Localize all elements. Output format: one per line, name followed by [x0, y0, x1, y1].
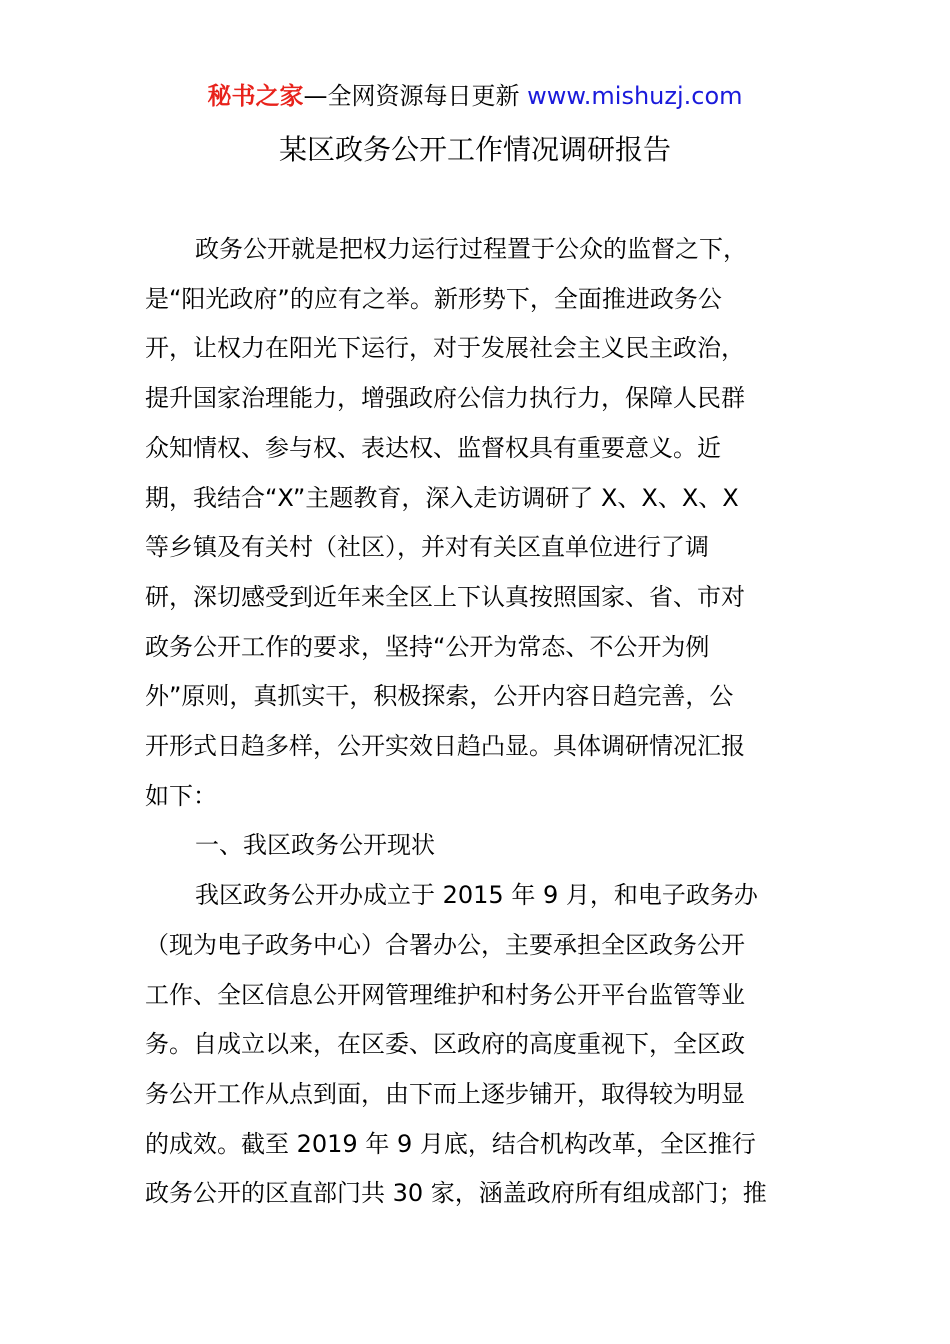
document-title: 某区政务公开工作情况调研报告	[278, 133, 671, 166]
paragraph-line: 等乡镇及有关村（社区），并对有关区直单位进行了调	[145, 533, 709, 562]
paragraph-line: 开，让权力在阳光下运行，对于发展社会主义民主政治，	[145, 334, 745, 363]
paragraph-line: 工作、全区信息公开网管理维护和村务公开平台监管等业	[145, 980, 745, 1009]
paragraph-line: 务公开工作从点到面，由下而上逐步铺开，取得较为明显	[145, 1079, 745, 1108]
site-url-link[interactable]: www.mishuzj.com	[527, 82, 743, 110]
site-tagline: —全网资源每日更新	[303, 82, 520, 110]
paragraph-line: 是“阳光政府”的应有之举。新形势下，全面推进政务公	[145, 284, 722, 313]
paragraph-line: 研，深切感受到近年来全区上下认真按照国家、省、市对	[145, 582, 745, 611]
paragraph-line: 的成效。截至 2019 年 9 月底，结合机构改革，全区推行	[145, 1129, 756, 1158]
paragraph-line: 开形式日趋多样，公开实效日趋凸显。具体调研情况汇报	[145, 732, 745, 761]
paragraph-line: 政务公开就是把权力运行过程置于公众的监督之下，	[195, 235, 747, 263]
paragraph-line: 提升国家治理能力，增强政府公信力执行力，保障人民群	[145, 384, 745, 413]
paragraph-line: 务。自成立以来，在区委、区政府的高度重视下，全区政	[145, 1030, 745, 1059]
paragraph-line: 外”原则，真抓实干，积极探索，公开内容日趋完善，公	[145, 682, 734, 711]
paragraph-line: 政务公开的区直部门共 30 家，涵盖政府所有组成部门；推	[145, 1179, 767, 1208]
paragraph-line: 我区政务公开办成立于 2015 年 9 月，和电子政务办	[195, 881, 758, 910]
site-header	[0, 78, 950, 114]
paragraph-line: 政务公开工作的要求，坚持“公开为常态、不公开为例	[145, 632, 710, 661]
paragraph-line: 如下：	[145, 781, 217, 810]
section-heading: 一、我区政务公开现状	[195, 831, 435, 860]
document-body	[145, 225, 810, 1219]
paragraph-line: 众知情权、参与权、表达权、监督权具有重要意义。近	[145, 433, 721, 462]
paragraph-line: 期，我结合“X”主题教育，深入走访调研了 X、X、X、X	[145, 483, 739, 512]
brand-name: 秘书之家	[207, 82, 304, 110]
paragraph-status	[145, 871, 810, 1219]
paragraph-line: （现为电子政务中心）合署办公，主要承担全区政务公开	[145, 930, 745, 959]
paragraph-intro	[145, 225, 810, 821]
